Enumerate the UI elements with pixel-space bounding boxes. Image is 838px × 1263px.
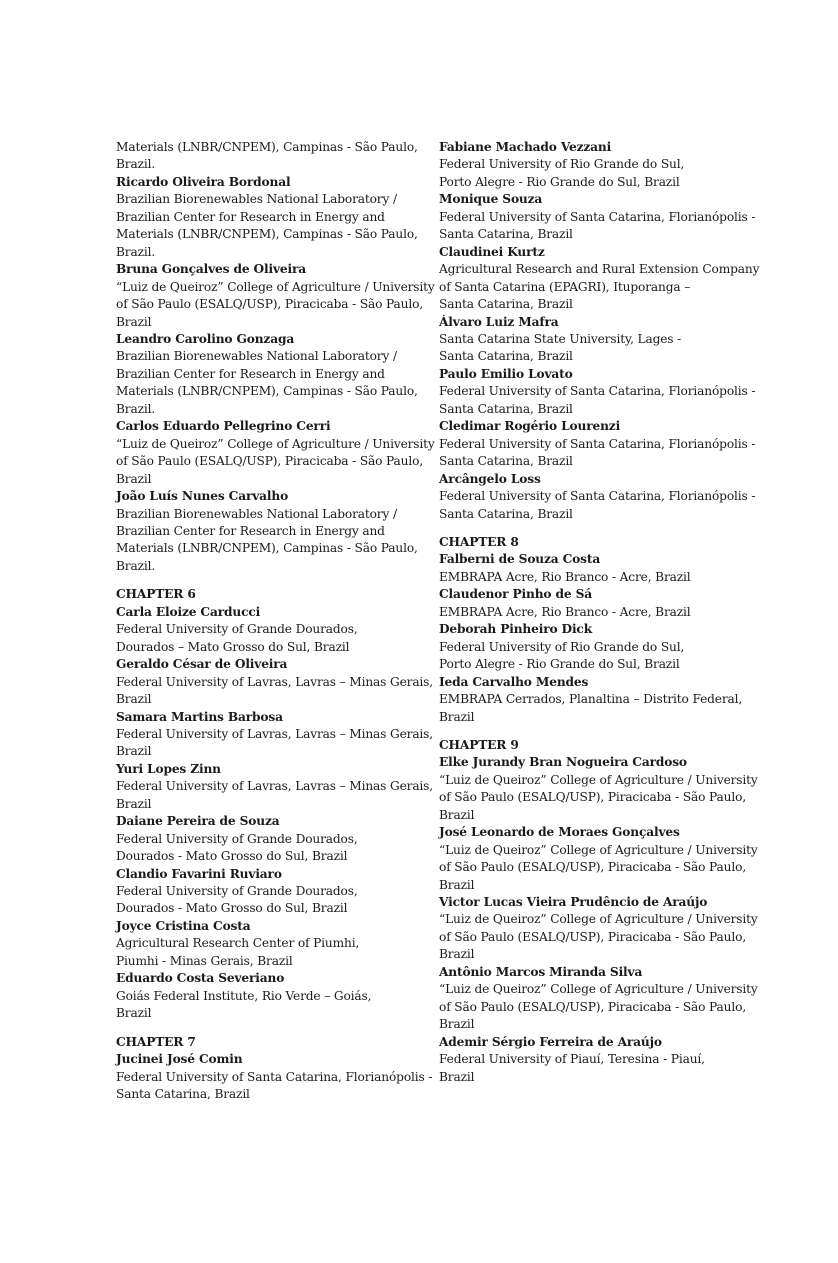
chapter-heading: CHAPTER 9 — [439, 737, 519, 752]
affiliation-line: “Luiz de Queiroz” College of Agriculture / University — [116, 279, 435, 294]
affiliation-line: “Luiz de Queiroz” College of Agriculture / University — [439, 842, 758, 857]
author-name: Cledimar Rogério Lourenzi — [439, 419, 621, 434]
author-name: Daiane Pereira de Souza — [116, 814, 280, 829]
affiliation-line: Brazilian Center for Research in Energy and — [116, 209, 385, 224]
author-entry — [116, 488, 426, 575]
author-entry — [439, 191, 759, 243]
affiliation-line: Brazil — [439, 1017, 475, 1032]
affiliation-line: Federal University of Santa Catarina, Florianópolis - — [439, 489, 756, 504]
author-entry — [439, 244, 759, 314]
affiliation-line: Brazil — [116, 744, 152, 759]
affiliation-line: EMBRAPA Cerrados, Planaltina – Distrito Federal, — [439, 692, 743, 707]
affiliation-line: Federal University of Lavras, Lavras – Minas Gerais, — [116, 674, 434, 689]
affiliation-line: Federal University of Lavras, Lavras – Minas Gerais, — [116, 779, 434, 794]
author-name: José Leonardo de Moraes Gonçalves — [439, 825, 680, 840]
author-entry — [439, 674, 759, 726]
author-entry — [439, 586, 759, 621]
affiliation-line: Federal University of Grande Dourados, — [116, 884, 358, 899]
affiliation-line: of Santa Catarina (EPAGRI), Ituporanga – — [439, 279, 691, 294]
author-entry — [439, 754, 759, 824]
affiliation-line: Santa Catarina, Brazil — [439, 506, 573, 521]
affiliation-line: Brazil — [116, 692, 152, 707]
author-name: Ademir Sérgio Ferreira de Araújo — [439, 1034, 662, 1049]
author-name: Geraldo César de Oliveira — [116, 657, 288, 672]
affiliation-line: Federal University of Grande Dourados, — [116, 622, 358, 637]
right-column — [439, 139, 759, 1086]
author-entry — [116, 656, 434, 708]
affiliation-line: Santa Catarina, Brazil — [116, 1087, 250, 1102]
affiliation-line: Brazilian Center for Research in Energy and — [116, 366, 385, 381]
author-entry — [116, 918, 426, 970]
affiliation-line: Dourados – Mato Grosso do Sul, Brazil — [116, 639, 350, 654]
author-entry — [116, 174, 426, 261]
author-entry — [116, 139, 426, 174]
author-entry — [116, 261, 435, 331]
author-name: Clandio Favarini Ruviaro — [116, 866, 282, 881]
affiliation-line: of São Paulo (ESALQ/USP), Piracicaba - São Paulo, — [116, 297, 424, 312]
affiliation-line: Dourados - Mato Grosso do Sul, Brazil — [116, 849, 348, 864]
affiliation-line: Federal University of Santa Catarina, Florianópolis - — [439, 436, 756, 451]
affiliation-line: Federal University of Santa Catarina, Florianópolis - — [439, 209, 756, 224]
affiliation-line: Brazil. — [116, 244, 156, 259]
author-entry — [439, 824, 759, 894]
author-entry — [116, 1051, 433, 1103]
author-entry — [439, 314, 759, 366]
affiliation-line: “Luiz de Queiroz” College of Agriculture / University — [439, 772, 758, 787]
affiliation-line: Brazil. — [116, 558, 156, 573]
affiliation-line: Piumhi - Minas Gerais, Brazil — [116, 953, 293, 968]
affiliation-line: Santa Catarina, Brazil — [439, 227, 573, 242]
author-name: Carla Eloize Carducci — [116, 604, 261, 619]
affiliation-line: Brazil — [439, 947, 475, 962]
affiliation-line: of São Paulo (ESALQ/USP), Piracicaba - São Paulo, — [439, 999, 747, 1014]
author-name: Joyce Cristina Costa — [116, 918, 251, 933]
author-entry — [439, 139, 759, 191]
affiliation-line: Brazil — [439, 807, 475, 822]
author-name: Álvaro Luiz Mafra — [439, 314, 559, 329]
left-column — [116, 139, 435, 1103]
affiliation-line: of São Paulo (ESALQ/USP), Piracicaba - São Paulo, — [439, 929, 747, 944]
author-entry — [116, 331, 426, 418]
author-name: Samara Martins Barbosa — [116, 709, 283, 724]
affiliation-line: Federal University of Piauí, Teresina - Piauí, — [439, 1052, 705, 1067]
affiliation-line: Materials (LNBR/CNPEM), Campinas - São Paulo, — [116, 140, 418, 154]
author-name: Fabiane Machado Vezzani — [439, 140, 612, 154]
affiliation-line: Federal University of Grande Dourados, — [116, 831, 358, 846]
author-entry — [439, 366, 759, 418]
author-name: Jucinei José Comin — [116, 1052, 243, 1067]
author-name: Victor Lucas Vieira Prudêncio de Araújo — [439, 895, 708, 910]
author-entry — [439, 471, 759, 523]
affiliation-line: “Luiz de Queiroz” College of Agriculture / University — [439, 912, 758, 927]
affiliation-line: “Luiz de Queiroz” College of Agriculture / University — [116, 436, 435, 451]
author-name: Bruna Gonçalves de Oliveira — [116, 262, 306, 277]
affiliation-line: Brazilian Biorenewables National Laboratory / — [116, 506, 397, 521]
affiliation-line: Santa Catarina, Brazil — [439, 401, 573, 416]
author-name: Ieda Carvalho Mendes — [439, 674, 589, 689]
affiliation-line: of São Paulo (ESALQ/USP), Piracicaba - São Paulo, — [116, 454, 424, 469]
affiliation-line: Brazilian Center for Research in Energy and — [116, 523, 385, 538]
affiliation-line: of São Paulo (ESALQ/USP), Piracicaba - São Paulo, — [439, 860, 747, 875]
author-name: Paulo Emilio Lovato — [439, 366, 573, 381]
author-name: Claudinei Kurtz — [439, 244, 545, 259]
author-name: Leandro Carolino Gonzaga — [116, 331, 295, 346]
affiliation-line: Federal University of Santa Catarina, Florianópolis - — [116, 1069, 433, 1084]
affiliation-line: Materials (LNBR/CNPEM), Campinas - São Paulo, — [116, 541, 418, 556]
author-name: Monique Souza — [439, 192, 543, 207]
chapter-heading: CHAPTER 6 — [116, 587, 196, 602]
author-name: Ricardo Oliveira Bordonal — [116, 174, 291, 189]
affiliation-line: Brazil. — [116, 157, 156, 172]
affiliation-line: Goiás Federal Institute, Rio Verde – Goiás, — [116, 988, 372, 1003]
author-entry — [439, 621, 759, 673]
affiliation-line: Brazil — [116, 796, 152, 811]
affiliation-line: Federal University of Rio Grande do Sul, — [439, 157, 685, 172]
author-entry — [439, 894, 759, 964]
affiliation-line: “Luiz de Queiroz” College of Agriculture / University — [439, 982, 758, 997]
author-entry — [116, 604, 426, 656]
author-name: Antônio Marcos Miranda Silva — [439, 964, 643, 979]
author-entry — [439, 964, 759, 1034]
affiliation-line: Federal University of Santa Catarina, Florianópolis - — [439, 384, 756, 399]
affiliation-line: EMBRAPA Acre, Rio Branco - Acre, Brazil — [439, 604, 691, 619]
affiliation-line: Porto Alegre - Rio Grande do Sul, Brazil — [439, 174, 680, 189]
author-name: Falberni de Souza Costa — [439, 552, 601, 567]
affiliation-line: Santa Catarina, Brazil — [439, 297, 573, 312]
author-entry — [116, 418, 435, 488]
affiliation-line: Brazil — [439, 709, 475, 724]
affiliation-line: Federal University of Lavras, Lavras – Minas Gerais, — [116, 726, 434, 741]
affiliation-line: Agricultural Research Center of Piumhi, — [116, 936, 360, 951]
affiliation-line: Materials (LNBR/CNPEM), Campinas - São Paulo, — [116, 227, 418, 242]
affiliation-line: Brazil — [439, 877, 475, 892]
affiliation-line: Santa Catarina, Brazil — [439, 454, 573, 469]
affiliation-line: Dourados - Mato Grosso do Sul, Brazil — [116, 901, 348, 916]
author-name: Yuri Lopes Zinn — [116, 761, 221, 776]
affiliation-line: of São Paulo (ESALQ/USP), Piracicaba - São Paulo, — [439, 790, 747, 805]
affiliation-line: Brazil — [116, 314, 152, 329]
author-entry — [439, 1034, 759, 1086]
author-entry — [116, 970, 426, 1022]
affiliation-line: Brazilian Biorenewables National Laboratory / — [116, 192, 397, 207]
author-entry — [116, 813, 426, 865]
author-name: Carlos Eduardo Pellegrino Cerri — [116, 419, 331, 434]
affiliation-line: Brazilian Biorenewables National Laboratory / — [116, 349, 397, 364]
affiliation-line: Santa Catarina, Brazil — [439, 349, 573, 364]
affiliation-line: Brazil — [439, 1069, 475, 1084]
affiliation-line: Brazil — [116, 471, 152, 486]
author-name: Eduardo Costa Severiano — [116, 971, 285, 986]
chapter-heading: CHAPTER 8 — [439, 534, 519, 549]
affiliation-line: Federal University of Rio Grande do Sul, — [439, 639, 685, 654]
affiliation-line: Porto Alegre - Rio Grande do Sul, Brazil — [439, 657, 680, 672]
affiliation-line: Brazil. — [116, 401, 156, 416]
author-entry — [116, 761, 434, 813]
affiliation-line: Brazil — [116, 1006, 152, 1021]
author-name: Claudenor Pinho de Sá — [439, 587, 592, 602]
author-entry — [439, 418, 759, 470]
author-entry — [116, 866, 426, 918]
affiliation-line: Agricultural Research and Rural Extension Company — [439, 262, 760, 277]
author-entry — [116, 709, 434, 761]
affiliation-line: Materials (LNBR/CNPEM), Campinas - São Paulo, — [116, 384, 418, 399]
author-entry — [439, 551, 759, 586]
author-name: Arcângelo Loss — [439, 471, 541, 486]
author-name: Elke Jurandy Bran Nogueira Cardoso — [439, 755, 687, 770]
affiliation-line: EMBRAPA Acre, Rio Branco - Acre, Brazil — [439, 569, 691, 584]
chapter-heading: CHAPTER 7 — [116, 1034, 196, 1049]
affiliation-line: Santa Catarina State University, Lages - — [439, 331, 682, 346]
author-name: João Luís Nunes Carvalho — [116, 489, 289, 504]
author-name: Deborah Pinheiro Dick — [439, 622, 593, 637]
